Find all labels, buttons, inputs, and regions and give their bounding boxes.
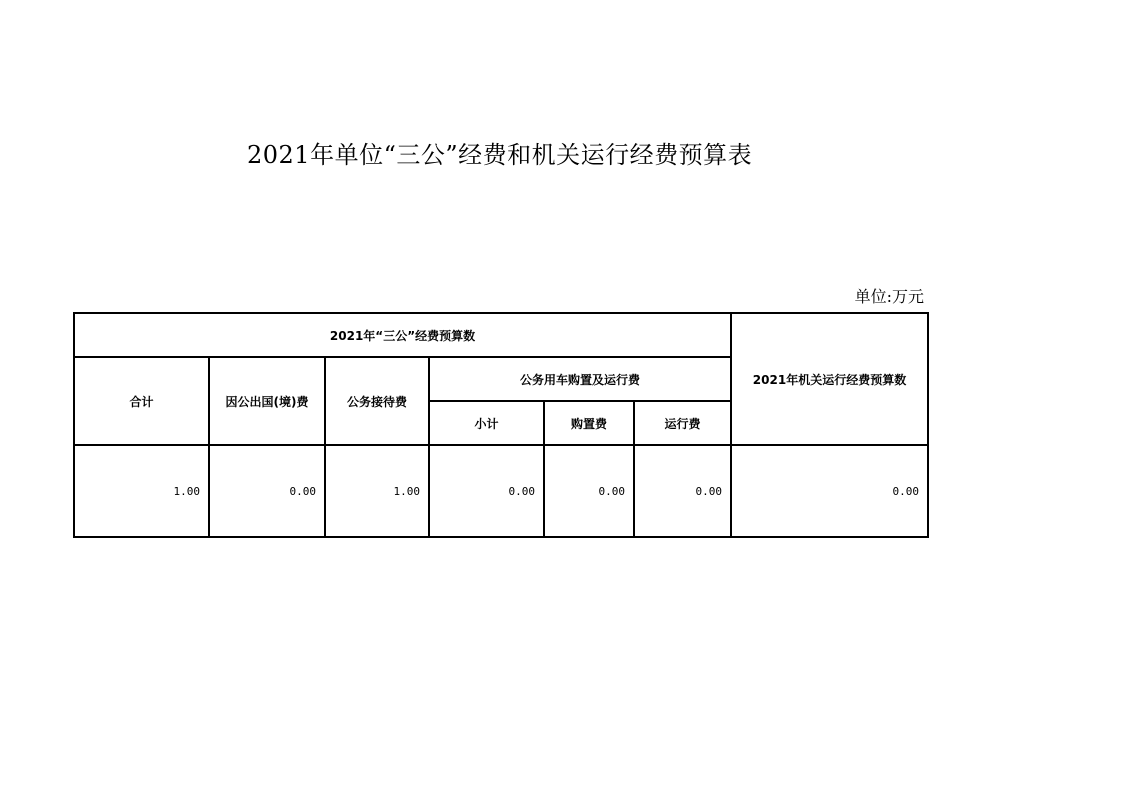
abroad-header: 因公出国(境)费: [209, 357, 325, 445]
three-public-header: 2021年“三公”经费预算数: [74, 313, 731, 357]
budget-table: [73, 312, 929, 538]
vehicle-subtotal-value: 0.00: [429, 445, 544, 537]
vehicle-purchase-header: 购置费: [544, 401, 634, 445]
agency-operation-value: 0.00: [731, 445, 928, 537]
vehicle-operation-header: 运行费: [634, 401, 731, 445]
reception-value: 1.00: [325, 445, 429, 537]
unit-label: 单位:万元: [854, 287, 924, 306]
table-row: [74, 445, 928, 537]
vehicle-operation-value: 0.00: [634, 445, 731, 537]
vehicle-group-header: 公务用车购置及运行费: [429, 357, 731, 401]
reception-header: 公务接待费: [325, 357, 429, 445]
total-header: 合计: [74, 357, 209, 445]
document-title: 2021年单位“三公”经费和机关运行经费预算表: [247, 141, 753, 169]
abroad-value: 0.00: [209, 445, 325, 537]
vehicle-purchase-value: 0.00: [544, 445, 634, 537]
total-value: 1.00: [74, 445, 209, 537]
vehicle-subtotal-header: 小计: [429, 401, 544, 445]
agency-operation-header: 2021年机关运行经费预算数: [731, 313, 928, 445]
